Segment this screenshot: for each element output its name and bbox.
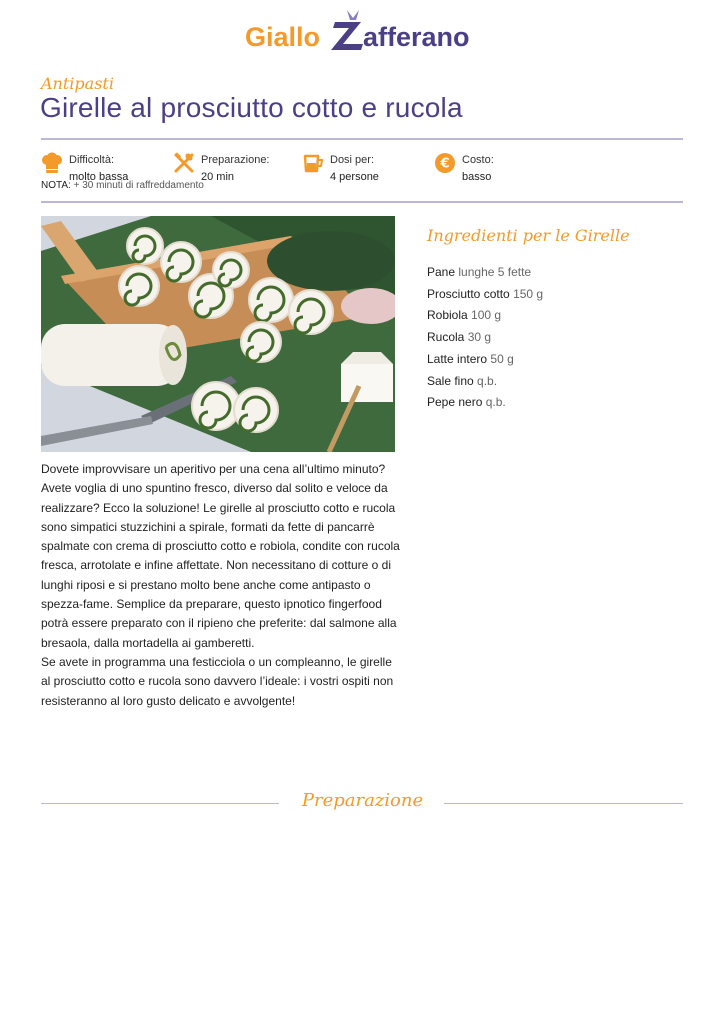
description-paragraph-2: Se avete in programma una festicciola o un compleanno, le girelle al prosciutto cotto e rucola sono davvero l’ideale: i vostri ospiti non resisteranno al loro gusto delicato e avvolgente! — [41, 654, 394, 708]
chef-hat-icon — [41, 152, 63, 174]
ingredient-qty: 100 g — [471, 308, 502, 323]
cup-icon — [302, 152, 324, 174]
ingredient-qty: 150 g — [513, 286, 544, 301]
preparation-title: Preparazione — [301, 790, 424, 811]
ingredient-qty: q.b. — [485, 395, 506, 410]
ingredient-item — [427, 284, 687, 306]
difficulty-value: molto bassa — [69, 171, 129, 183]
logo-graphic — [243, 8, 483, 56]
recipe-description — [41, 460, 401, 711]
ingredient-name: Latte intero — [427, 351, 488, 366]
logo-text-giallo: Giallo — [244, 22, 320, 52]
cost-value: basso — [462, 171, 492, 183]
preparation-value: 20 min — [201, 171, 235, 183]
ingredient-name: Rucola — [427, 330, 465, 345]
ingredient-name: Pepe nero — [427, 395, 483, 410]
recipe-photo — [41, 216, 395, 452]
description-paragraph-1: Dovete improvvisare un aperitivo per una cena all’ultimo minuto? Avete voglia di uno spuntino fresco, diverso dal solito e veloce da realizzare? Ecco la soluzione! Le girelle al prosciutto cotto e rucola sono simpatici stuzzichini a spirale, formati da fette di pancarrè spalmate con crema di prosciutto cotto e robiola, condite con rucola fresca, arrotolate e infine affettate. Non necessitano di cotture o di lunghi riposi e si prestano molto bene anche come antipasto o spezza-fame. Semplice da preparare, questo ipnotico fingerfood potrà essere preparato con il ripieno che preferite: dal salmone alla bresaola, dalla mortadella ai gamberetti. — [41, 462, 400, 650]
logo-text-afferano: afferano — [362, 22, 470, 52]
ingredient-name: Prosciutto cotto — [427, 286, 510, 301]
svg-text:€: € — [440, 156, 450, 172]
ingredient-item — [427, 392, 687, 414]
ingredient-qty: q.b. — [477, 373, 498, 388]
note-text: + 30 minuti di raffreddamento — [73, 180, 204, 191]
note-label: NOTA: — [41, 180, 71, 191]
logo-z-mark — [331, 10, 363, 50]
divider-bottom — [41, 201, 683, 203]
ingredient-qty: lunghe 5 fette — [458, 265, 532, 279]
recipe-title: Girelle al prosciutto cotto e rucola — [40, 92, 463, 123]
divider-top — [41, 138, 683, 140]
ingredient-item — [427, 371, 687, 393]
cost-label: Costo: — [462, 154, 494, 166]
ingredient-name: Pane — [427, 265, 456, 279]
servings-value: 4 persone — [330, 171, 379, 183]
preparation-note — [41, 180, 204, 191]
ingredient-qty: 50 g — [490, 351, 514, 366]
ingredient-item — [427, 262, 687, 284]
ingredient-qty: 30 g — [467, 330, 492, 345]
preparation-divider-right — [444, 803, 683, 804]
ingredient-item — [427, 349, 687, 371]
euro-icon — [434, 152, 456, 174]
ingredient-item — [427, 305, 687, 327]
difficulty-label: Difficoltà: — [69, 154, 115, 166]
ingredient-name: Robiola — [427, 308, 468, 323]
ingredients-list — [427, 262, 687, 414]
ingredient-item — [427, 327, 687, 349]
recipe-category: Antipasti — [41, 74, 114, 93]
ingredients-title: Ingredienti per le Girelle — [427, 226, 630, 245]
servings-label: Dosi per: — [330, 154, 375, 166]
giallozafferano-logo — [0, 8, 725, 61]
ingredient-name: Sale fino — [427, 373, 474, 388]
utensils-icon — [173, 152, 195, 174]
preparation-label: Preparazione: — [201, 154, 270, 166]
